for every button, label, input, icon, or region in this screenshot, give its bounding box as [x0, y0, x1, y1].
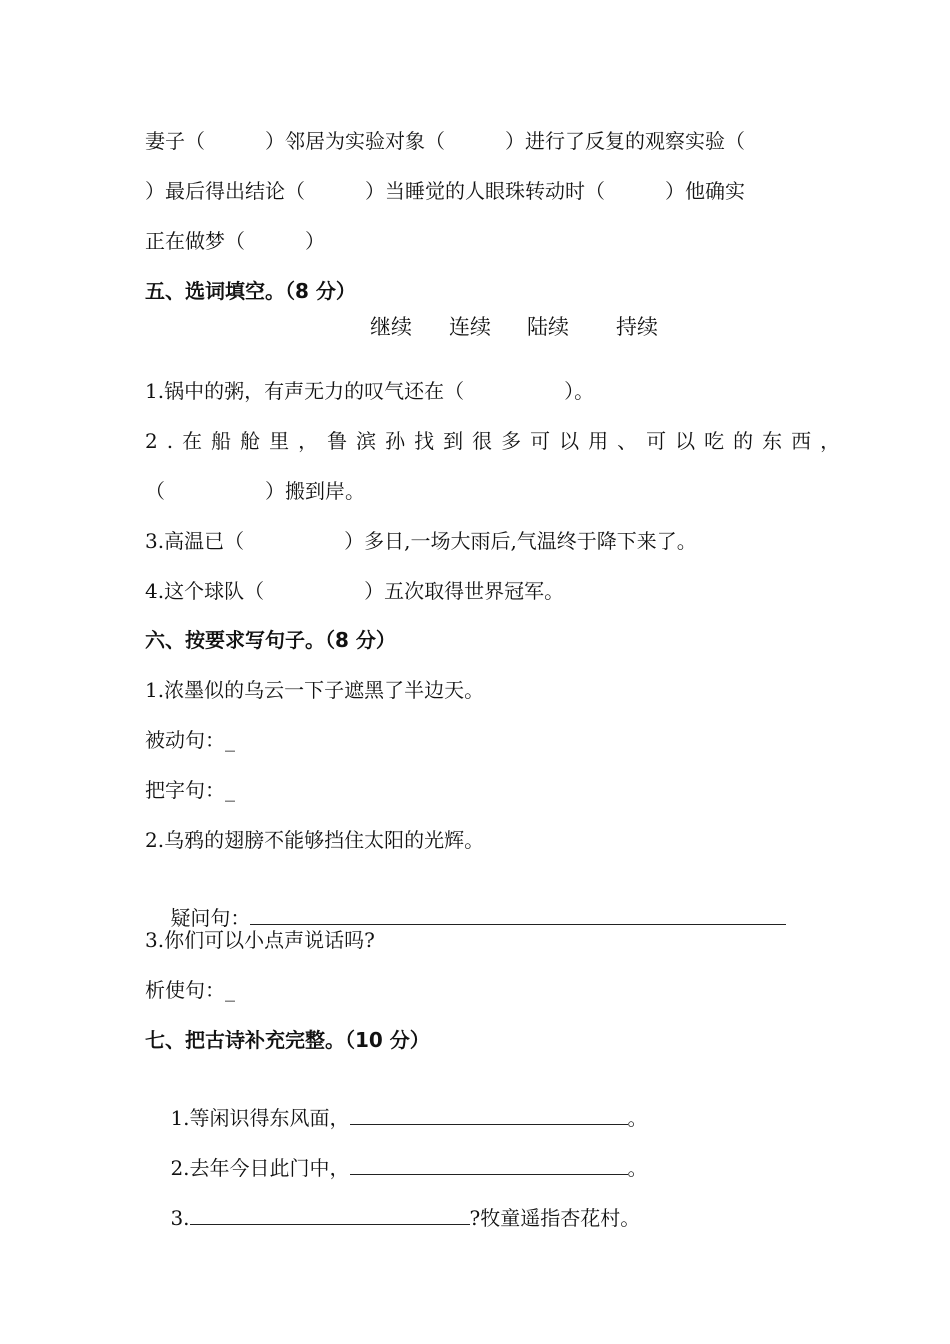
causative-sentence-label: 析使句：_	[145, 978, 235, 1002]
question-sentence-blank[interactable]	[250, 904, 786, 925]
poem-question-2-blank[interactable]	[350, 1154, 628, 1175]
rewrite-question-3: 3.你们可以小点声说话吗?	[145, 928, 375, 952]
poem-question-2-prefix: 2.去年今日此门中，	[170, 1156, 350, 1180]
word-choice-3: 陆续	[527, 315, 569, 339]
fill-question-2-line-2: （ ）搬到岸。	[145, 479, 365, 503]
question-sentence-label: 疑问句：	[170, 906, 251, 930]
poem-question-1-blank[interactable]	[350, 1104, 628, 1125]
poem-question-1-prefix: 1.等闲识得东风面，	[170, 1106, 350, 1130]
passage-line-3: 正在做梦（ ）	[145, 229, 325, 253]
poem-question-2-suffix: 。	[627, 1156, 648, 1180]
fill-question-2-line-1: 2.在船舱里，鲁滨孙找到很多可以用、可以吃的东西，	[145, 429, 850, 453]
section-6-heading: 六、按要求写句子。（8 分）	[145, 628, 396, 652]
section-5-heading: 五、选词填空。（8 分）	[145, 279, 356, 303]
fill-question-4: 4.这个球队（ ）五次取得世界冠军。	[145, 579, 565, 603]
passage-line-2: ）最后得出结论（ ）当睡觉的人眼珠转动时（ ）他确实	[145, 179, 745, 203]
rewrite-question-1: 1.浓墨似的乌云一下子遮黑了半边天。	[145, 678, 485, 702]
poem-question-3	[145, 1176, 640, 1260]
passage-line-1: 妻子（ ）邻居为实验对象（ ）进行了反复的观察实验（	[145, 129, 745, 153]
fill-question-3: 3.高温已（ ）多日,一场大雨后,气温终于降下来了。	[145, 529, 697, 553]
word-choice-4: 持续	[616, 315, 658, 339]
poem-question-3-blank[interactable]	[190, 1204, 470, 1225]
poem-question-3-prefix: 3.	[170, 1206, 190, 1230]
word-choice-2: 连续	[449, 315, 491, 339]
fill-question-1: 1.锅中的粥，有声无力的叹气还在（ ）。	[145, 379, 595, 403]
poem-question-3-suffix: ?牧童遥指杏花村。	[469, 1206, 641, 1230]
ba-sentence-label: 把字句：_	[145, 778, 235, 802]
poem-question-1-suffix: 。	[627, 1106, 648, 1130]
word-choice-1: 继续	[370, 315, 412, 339]
passive-sentence-label: 被动句：_	[145, 728, 235, 752]
rewrite-question-2: 2.乌鸦的翅膀不能够挡住太阳的光辉。	[145, 828, 485, 852]
section-7-heading: 七、把古诗补充完整。（10 分）	[145, 1028, 430, 1052]
